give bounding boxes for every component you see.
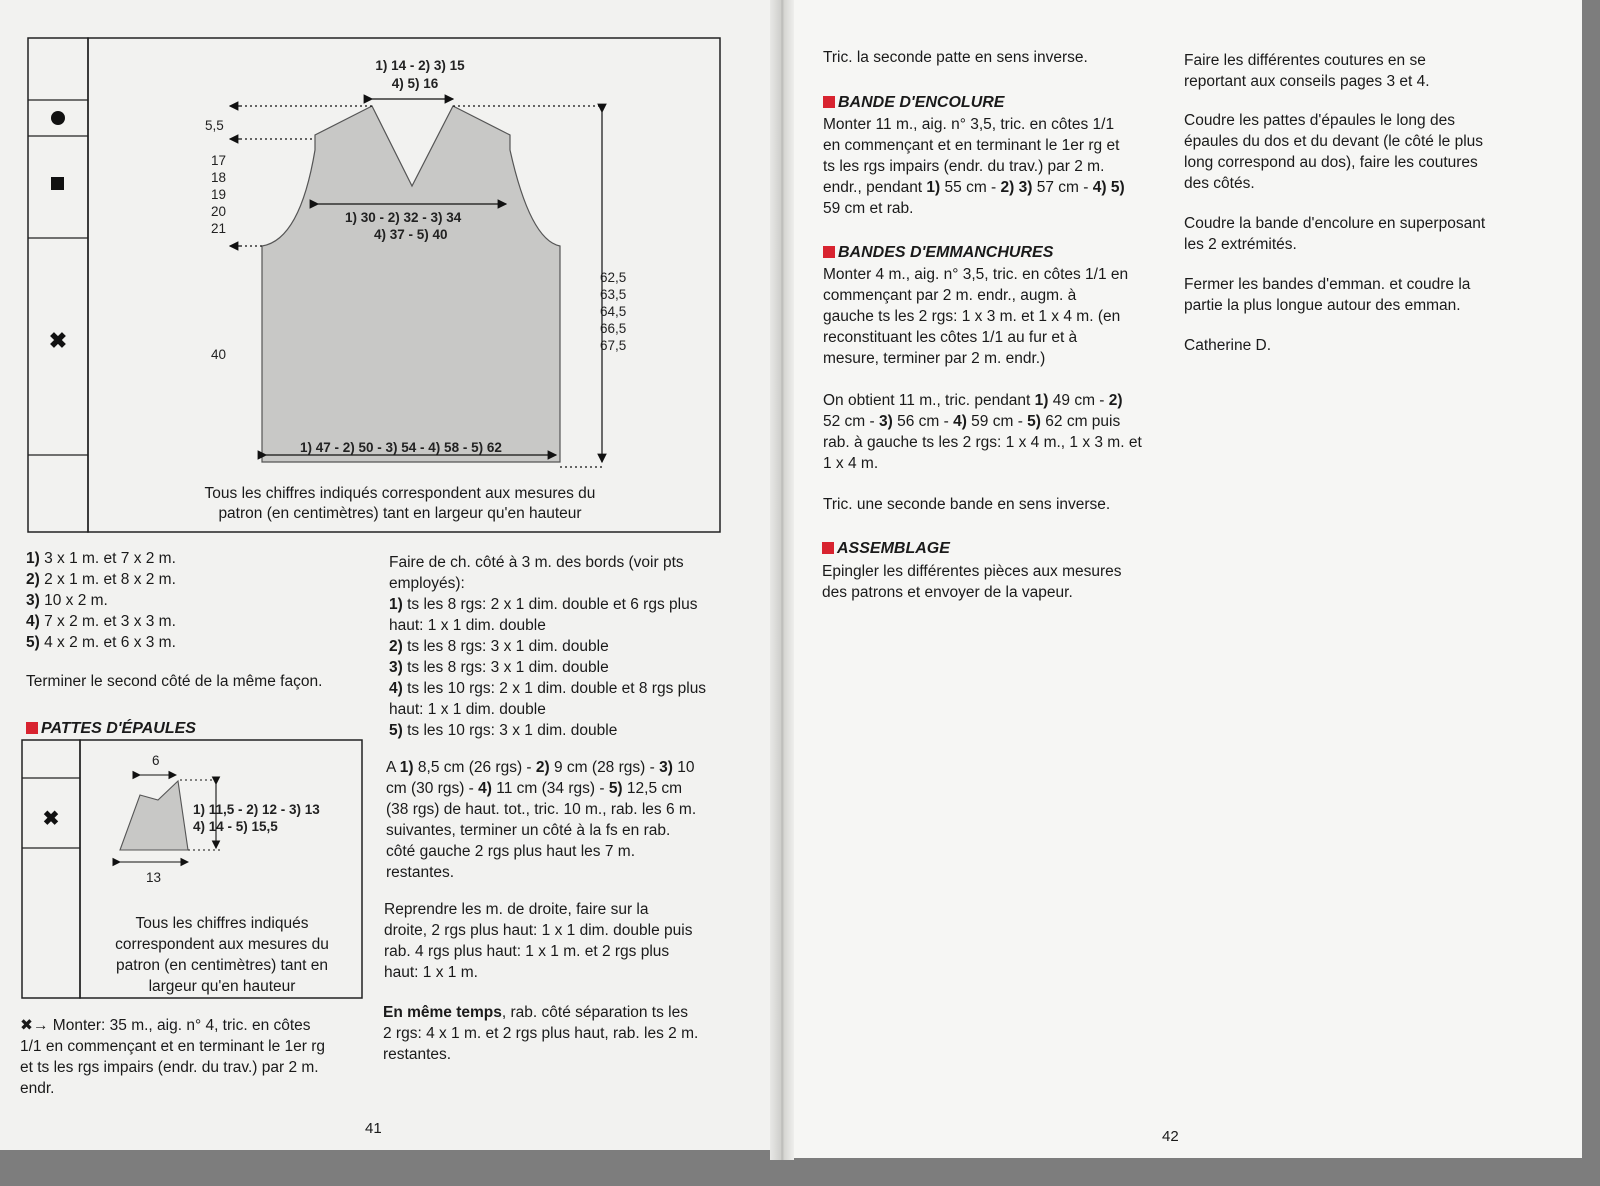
right-label: 66,5 (600, 321, 627, 336)
text-line: 1 x 4 m. (823, 455, 879, 472)
tric-seconde-patte: Tric. la seconde patte en sens inverse. (823, 49, 1088, 66)
meme-temps-paragraph (383, 1002, 728, 1065)
text-line: haut: 1 x 1 dim. double (389, 617, 546, 634)
pattes-heading (26, 718, 196, 740)
text-line: cm (30 rgs) - 4) 11 cm (34 rgs) - 5) 12,5 cm (386, 780, 683, 797)
text-line: haut: 1 x 1 dim. double (389, 701, 546, 718)
faire-coutures-paragraph (1184, 50, 1524, 92)
text-line: en commençant et en terminant le 1er rg et (823, 137, 1120, 154)
text-line: des patrons et envoyer de la vapeur. (822, 584, 1073, 601)
text-line: droite, 2 rgs plus haut: 1 x 1 dim. double puis (384, 922, 693, 939)
encolure-paragraph (823, 114, 1168, 219)
reprendre-paragraph (384, 899, 729, 983)
text-line: ts les rgs impairs (endr. du trav.) par 2 m. (823, 158, 1105, 175)
assemblage-heading (822, 538, 950, 560)
caption-line: Tous les chiffres indiqués correspondent aux mesures du (204, 485, 596, 502)
text-line: Monter 4 m., aig. n° 3,5, tric. en côtes 1/1 en (823, 266, 1129, 283)
heading-label: ASSEMBLAGE (837, 540, 950, 557)
mid-width-line1: 1) 30 - 2) 32 - 3) 34 (345, 210, 462, 225)
text-line: 59 cm et rab. (823, 200, 914, 217)
text-line: 4) ts les 10 rgs: 2 x 1 dim. double et 8 rgs plus (389, 680, 707, 697)
text-line: gauche ts les 2 rgs: 1 x 3 m. et 1 x 4 m. (en (823, 308, 1121, 325)
left-label: 20 (211, 204, 227, 219)
strap-caption (82, 913, 362, 997)
left-label: 18 (211, 170, 227, 185)
page-number-41: 41 (365, 1120, 382, 1137)
left-label: 19 (211, 187, 227, 202)
left-label: 40 (211, 347, 227, 362)
text-line: Monter 11 m., aig. n° 3,5, tric. en côtes 1/1 (823, 116, 1115, 133)
text-line: rab. 4 rgs plus haut: 1 x 1 m. et 2 rgs plus (384, 943, 670, 960)
text-line: épaules du dos et du devant (le côté le plus (1184, 133, 1484, 150)
top-size-line1: 1) 14 - 2) 3) 15 (375, 58, 465, 73)
text-line: (38 rgs) de haut. tot., tric. 10 m., rab. les 6 m. (386, 801, 697, 818)
size-item: 3) 10 x 2 m. (26, 592, 108, 609)
encolure-heading (823, 92, 1004, 114)
size-item: 5) 4 x 2 m. et 6 x 3 m. (26, 634, 176, 651)
right-label: 62,5 (600, 270, 627, 285)
text-line: endr. (20, 1080, 55, 1097)
red-square-marker (823, 246, 835, 258)
fermer-paragraph (1184, 274, 1524, 316)
caption-line: largeur qu'en hauteur (148, 978, 296, 995)
mid-width-line2: 4) 37 - 5) 40 (374, 227, 448, 242)
diagram-caption (160, 484, 640, 524)
text-line: Coudre les pattes d'épaules le long des (1184, 112, 1455, 129)
bottom-width-line: 1) 47 - 2) 50 - 3) 54 - 4) 58 - 5) 62 (300, 440, 502, 455)
left-label: 17 (211, 153, 227, 168)
caption-line: correspondent aux mesures du (115, 936, 329, 953)
text-line: 5) ts les 10 rgs: 3 x 1 dim. double (389, 722, 618, 739)
text-line: 1) ts les 8 rgs: 2 x 1 dim. double et 6 rgs plus (389, 596, 698, 613)
text-line: Fermer les bandes d'emman. et coudre la (1184, 276, 1471, 293)
text-line: ✖→ Monter: 35 m., aig. n° 4, tric. en côtes (20, 1017, 311, 1034)
caption-line: patron (en centimètres) tant en (116, 957, 328, 974)
tric-seconde-bande: Tric. une seconde bande en sens inverse. (823, 496, 1111, 513)
red-square-marker (26, 722, 38, 734)
strap-height-line2: 4) 14 - 5) 15,5 (193, 819, 278, 834)
decrease-instructions (389, 552, 734, 741)
text-line: reconstituant les côtes 1/1 au fur et à (823, 329, 1078, 346)
top-size-line2: 4) 5) 16 (391, 76, 439, 91)
signature: Catherine D. (1184, 337, 1272, 354)
text-line: mesure, terminer par 2 m. endr.) (823, 350, 1046, 367)
text-line: haut: 1 x 1 m. (384, 964, 478, 981)
right-label: 63,5 (600, 287, 627, 302)
text-line: Faire de ch. côté à 3 m. des bords (voir pts (389, 554, 684, 571)
text-line: rab. à gauche ts les 2 rgs: 1 x 4 m., 1 x 3 m. et (823, 434, 1142, 451)
heading-label: BANDES D'EMMANCHURES (838, 244, 1054, 261)
text-line: 1/1 en commençant et en terminant le 1er rg (20, 1038, 325, 1055)
text-line: Coudre la bande d'encolure en superposant (1184, 215, 1486, 232)
coudre-pattes-paragraph (1184, 110, 1524, 194)
text-line: employés): (389, 575, 465, 592)
size-item: 4) 7 x 2 m. et 3 x 3 m. (26, 613, 176, 630)
size-item: 1) 3 x 1 m. et 7 x 2 m. (26, 550, 176, 567)
text-line: Epingler les différentes pièces aux mesures (822, 563, 1122, 580)
text-line: endr., pendant 1) 55 cm - 2) 3) 57 cm - 4) 5) (823, 179, 1125, 196)
heading-label: PATTES D'ÉPAULES (41, 720, 196, 737)
text-line: Faire les différentes coutures en se (1184, 52, 1426, 69)
page-number-42: 42 (1162, 1128, 1179, 1145)
monter-paragraph (20, 1015, 362, 1099)
text-line: On obtient 11 m., tric. pendant 1) 49 cm - 2) (823, 392, 1123, 409)
text-line: 2) ts les 8 rgs: 3 x 1 dim. double (389, 638, 609, 655)
red-square-marker (823, 96, 835, 108)
size-list (26, 548, 366, 653)
text-line: A 1) 8,5 cm (26 rgs) - 2) 9 cm (28 rgs) - 3) 10 (386, 759, 695, 776)
text-line: les 2 extrémités. (1184, 236, 1297, 253)
garment-shape (262, 106, 560, 462)
text-line: côté gauche 2 rgs plus haut les 7 m. (386, 843, 636, 860)
strap-top-width: 6 (152, 753, 160, 768)
cross-icon: ✖ (48, 328, 68, 353)
text-line: 2 rgs: 4 x 1 m. et 2 rgs plus haut, rab. les 2 m. (383, 1025, 699, 1042)
strap-bottom-width: 13 (146, 870, 162, 885)
text-line: 3) ts les 8 rgs: 3 x 1 dim. double (389, 659, 609, 676)
text-line: Reprendre les m. de droite, faire sur la (384, 901, 649, 918)
text-line: suivantes, terminer un côté à la fs en rab. (386, 822, 671, 839)
text-line: commençant par 2 m. endr., augm. à (823, 287, 1077, 304)
text-line: des côtés. (1184, 175, 1255, 192)
square-icon (51, 177, 64, 190)
caption-line: Tous les chiffres indiqués (135, 915, 309, 932)
circle-icon (51, 111, 65, 125)
caption-line: patron (en centimètres) tant en largeur qu'en hauteur (218, 505, 582, 522)
text-line: 52 cm - 3) 56 cm - 4) 59 cm - 5) 62 cm puis (823, 413, 1121, 430)
left-label: 21 (211, 221, 227, 236)
terminer-text: Terminer le second côté de la même façon. (26, 673, 323, 690)
strap-height-line1: 1) 11,5 - 2) 12 - 3) 13 (193, 802, 320, 817)
obtient-paragraph (823, 390, 1168, 474)
emmanchures-paragraph (823, 264, 1168, 369)
text-line: long correspond au dos), faire les coutures (1184, 154, 1478, 171)
text-line: et ts les rgs impairs (endr. du trav.) par 2 m. (20, 1059, 319, 1076)
cross-icon: ✖ (42, 808, 60, 830)
heading-label: BANDE D'ENCOLURE (838, 94, 1005, 111)
text-line: reportant aux conseils pages 3 et 4. (1184, 73, 1430, 90)
strap-shape (120, 781, 188, 850)
right-label: 67,5 (600, 338, 627, 353)
emmanchures-heading (823, 242, 1053, 264)
a-paragraph (386, 757, 731, 883)
left-label: 5,5 (205, 118, 224, 133)
text-line: En même temps, rab. côté séparation ts les (383, 1004, 688, 1021)
right-label: 64,5 (600, 304, 627, 319)
text-line: partie la plus longue autour des emman. (1184, 297, 1461, 314)
assemblage-paragraph (822, 561, 1167, 603)
size-item: 2) 2 x 1 m. et 8 x 2 m. (26, 571, 176, 588)
red-square-marker (822, 542, 834, 554)
coudre-bande-paragraph (1184, 213, 1524, 255)
text-line: restantes. (386, 864, 455, 881)
text-line: restantes. (383, 1046, 452, 1063)
